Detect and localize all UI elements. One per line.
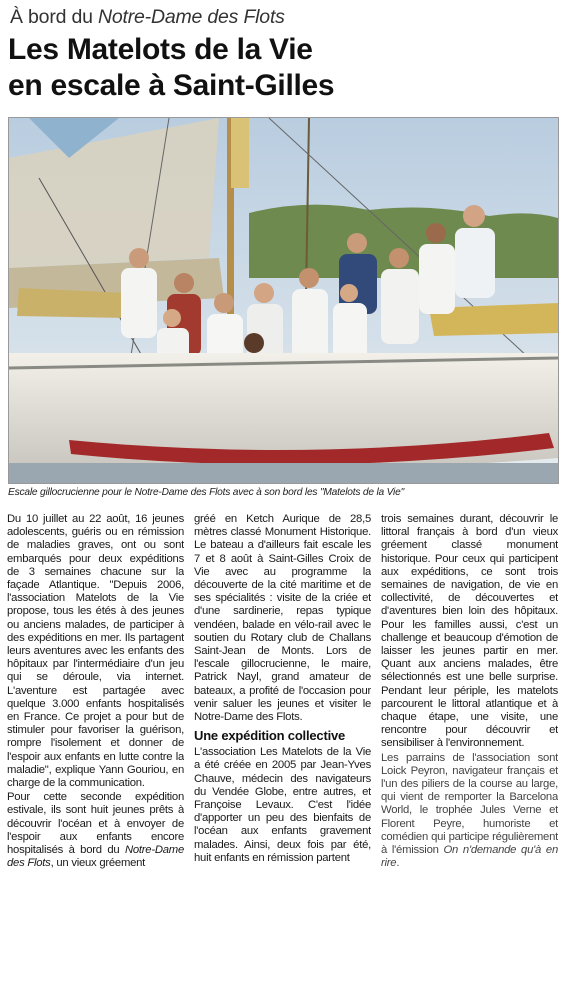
paragraph-association: L'association Les Matelots de la Vie a été créée en 2005 par Jean-Yves Chauve, médecin des navigateurs du Vendée Globe, entre autres, et Françoise Levaux. C'est l'idée d'apporter un peu des bienfaits de l'océan aux enfants gravement malades. Ainsi, deux fois par été, huit enfants en rémission partent [194,746,371,864]
boat-name: Notre-Dame des Flots [7,844,184,870]
article-column-3 [381,513,558,998]
article-column-1 [7,513,184,998]
paragraph-text: . [396,857,400,870]
paragraph-expeditions: trois semaines durant, découvrir le littoral français à bord d'un vieux gréement classé monument historique. Pour ceux qui participent aux expéditions, ce sont trois semaines de navigation, de vie en collectivité, de découvertes et d'aventures bien loin des hôpitaux. Pour les familles aussi, c'est un challenge et beaucoup d'émotion de laisser les jeunes partir en mer. Quant aux anciens malades, être sélectionnés est une belle surprise. Pendant leur périple, les matelots parcourent le littoral atlantique et à chaque étape, une visite, une rencontre pour découvrir et sensibiliser à l'environnement. [381,513,558,750]
article-photo [8,117,559,484]
paragraph-stopover: gréé en Ketch Aurique de 28,5 mètres classé Monument Historique. Le bateau a d'ailleurs fait escale les 7 et 8 août à Saint-Gilles Croix de Vie avec au programme la découverte de la cité maritime et de ses spécialités : visite de la criée et d'une sardinerie, repas typique vendéen, balade en vélo-rail avec le soutien du Rotary club de Challans Saint-Jean de Monts. Lors de l'escale gillocrucienne, le maire, Patrick Nayl, grand amateur de bateaux, a profité de l'occasion pour venir saluer les jeunes et visiter le Notre-Dame des Flots. [194,513,371,724]
article-kicker [10,6,285,29]
sailboat-group-photo-icon [9,118,558,483]
paragraph-second-expedition [7,791,184,870]
caption-text: Escale gillocrucienne pour le Notre-Dame des Flots avec à son bord les [8,487,320,498]
kicker-prefix: À bord du [10,6,98,28]
article-headline [8,32,556,104]
show-name: On n'demande qu'à en rire [381,844,558,870]
caption-group-name: "Matelots de la Vie" [319,487,404,498]
paragraph-text: , un vieux gréement [50,857,146,870]
section-subheading: Une expédition collective [194,728,346,744]
paragraph-sponsors [381,752,558,871]
headline-line-2: en escale à Saint-Gilles [8,69,335,102]
article-column-2 [194,513,371,998]
kicker-boat-name: Notre-Dame des Flots [97,6,285,28]
article-body [7,513,558,998]
paragraph-text: Les parrains de l'association sont Loick Peyron, navigateur français et l'un des piliers de la course au large, qui vient de remporter la Barcelona World, le trophée Jules Verne et Florent Peyre, humoriste et comédien qui participe régulièrement à l'émission [381,751,558,857]
photo-caption [8,487,557,498]
headline-line-1: Les Matelots de la Vie [8,33,313,66]
paragraph-text: Pour cette seconde expédition estivale, ils sont huit jeunes prêts à découvrir l'océan et à envoyer de l'espoir aux enfants encore hospitalisés à bord du [7,791,184,857]
paragraph-intro: Du 10 juillet au 22 août, 16 jeunes adolescents, guéris ou en rémission de maladies graves, ont ou sont embarqués pour deux expéditions de 3 semaines chacune sur la façade Atlantique. "Depuis 2006, l'association Matelots de la Vie propose, tous les étés à des jeunes ou anciens malades, de participer à des expéditions en mer. Ils partagent leurs aventures avec les enfants des hôpitaux par l'intermédiaire d'un jeu qui se déroule, via internet. L'aventure est partagée avec quelque 3.000 enfants hospitalisés en France. Ce projet a pour but de stimuler pour favoriser la guérison, rompre l'isolement et donner de l'espoir aux enfants en lutte contre la maladie", explique Yann Gouriou, en charge de la communication. [7,513,184,790]
